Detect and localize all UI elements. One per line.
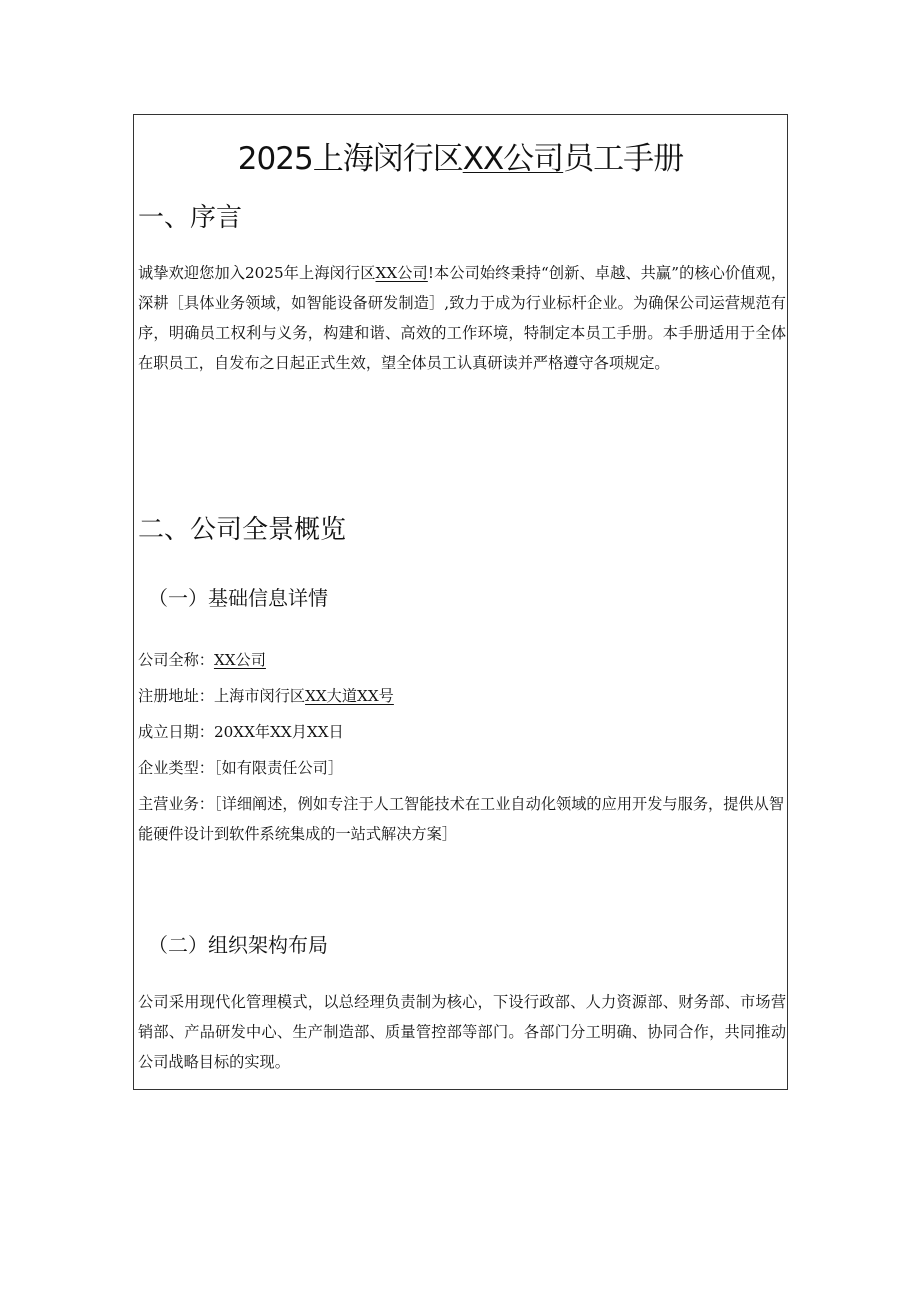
section-heading-preface: 一、序言 bbox=[138, 203, 243, 233]
title-suffix: 员工手册 bbox=[563, 141, 684, 177]
title-prefix: 2025上海闵行区 bbox=[237, 141, 463, 177]
address-underlined: XX大道XX号 bbox=[305, 687, 394, 705]
section-heading-overview: 二、公司全景概览 bbox=[138, 515, 347, 545]
subsection-heading-basic-info: （一）基础信息详情 bbox=[148, 586, 328, 610]
type-value: ［如有限责任公司］ bbox=[213, 759, 344, 777]
company-name-label: 公司全称： bbox=[138, 651, 214, 669]
document-title bbox=[134, 133, 787, 178]
info-founding-date bbox=[138, 717, 784, 747]
date-value: 20XX年XX月XX日 bbox=[213, 723, 344, 741]
preface-paragraph bbox=[138, 258, 786, 378]
org-structure-paragraph: 公司采用现代化管理模式，以总经理负责制为核心，下设行政部、人力资源部、财务部、市场营销部、产品研发中心、生产制造部、质量管控部等部门。各部门分工明确、协同合作，共同推动公司战略目标的实现。 bbox=[138, 993, 786, 1071]
preface-text-rest: !本公司始终秉持“创新、卓越、共赢”的核心价值观，深耕［具体业务领域，如智能设备研发制造］,致力于成为行业标杆企业。为确保公司运营规范有序，明确员工权利与义务，构建和谐、高效的工作环境，特制定本员工手册。本手册适用于全体在职员工，自发布之日起正式生效，望全体员工认真研读并严格遵守各项规定。 bbox=[138, 264, 787, 372]
info-enterprise-type bbox=[138, 753, 784, 783]
preface-text-start: 诚挚欢迎您加入2025年上海闵行区 bbox=[138, 264, 376, 282]
document-frame bbox=[133, 114, 788, 1090]
info-company-name bbox=[138, 645, 784, 675]
info-main-business bbox=[138, 789, 784, 849]
title-company: XX公司 bbox=[462, 141, 564, 177]
subsection-heading-org-structure: （二）组织架构布局 bbox=[148, 933, 328, 957]
type-label: 企业类型： bbox=[138, 759, 214, 777]
address-label: 注册地址： bbox=[138, 687, 214, 705]
info-address bbox=[138, 681, 784, 711]
preface-company: XX公司 bbox=[375, 264, 428, 282]
address-plain: 上海市闵行区 bbox=[213, 687, 306, 705]
business-value: ［详细阐述，例如专注于人工智能技术在工业自动化领域的应用开发与服务，提供从智能硬件设计到软件系统集成的一站式解决方案］ bbox=[138, 795, 785, 843]
date-label: 成立日期： bbox=[138, 723, 214, 741]
company-name-value: XX公司 bbox=[213, 651, 266, 669]
business-label: 主营业务： bbox=[138, 795, 215, 813]
